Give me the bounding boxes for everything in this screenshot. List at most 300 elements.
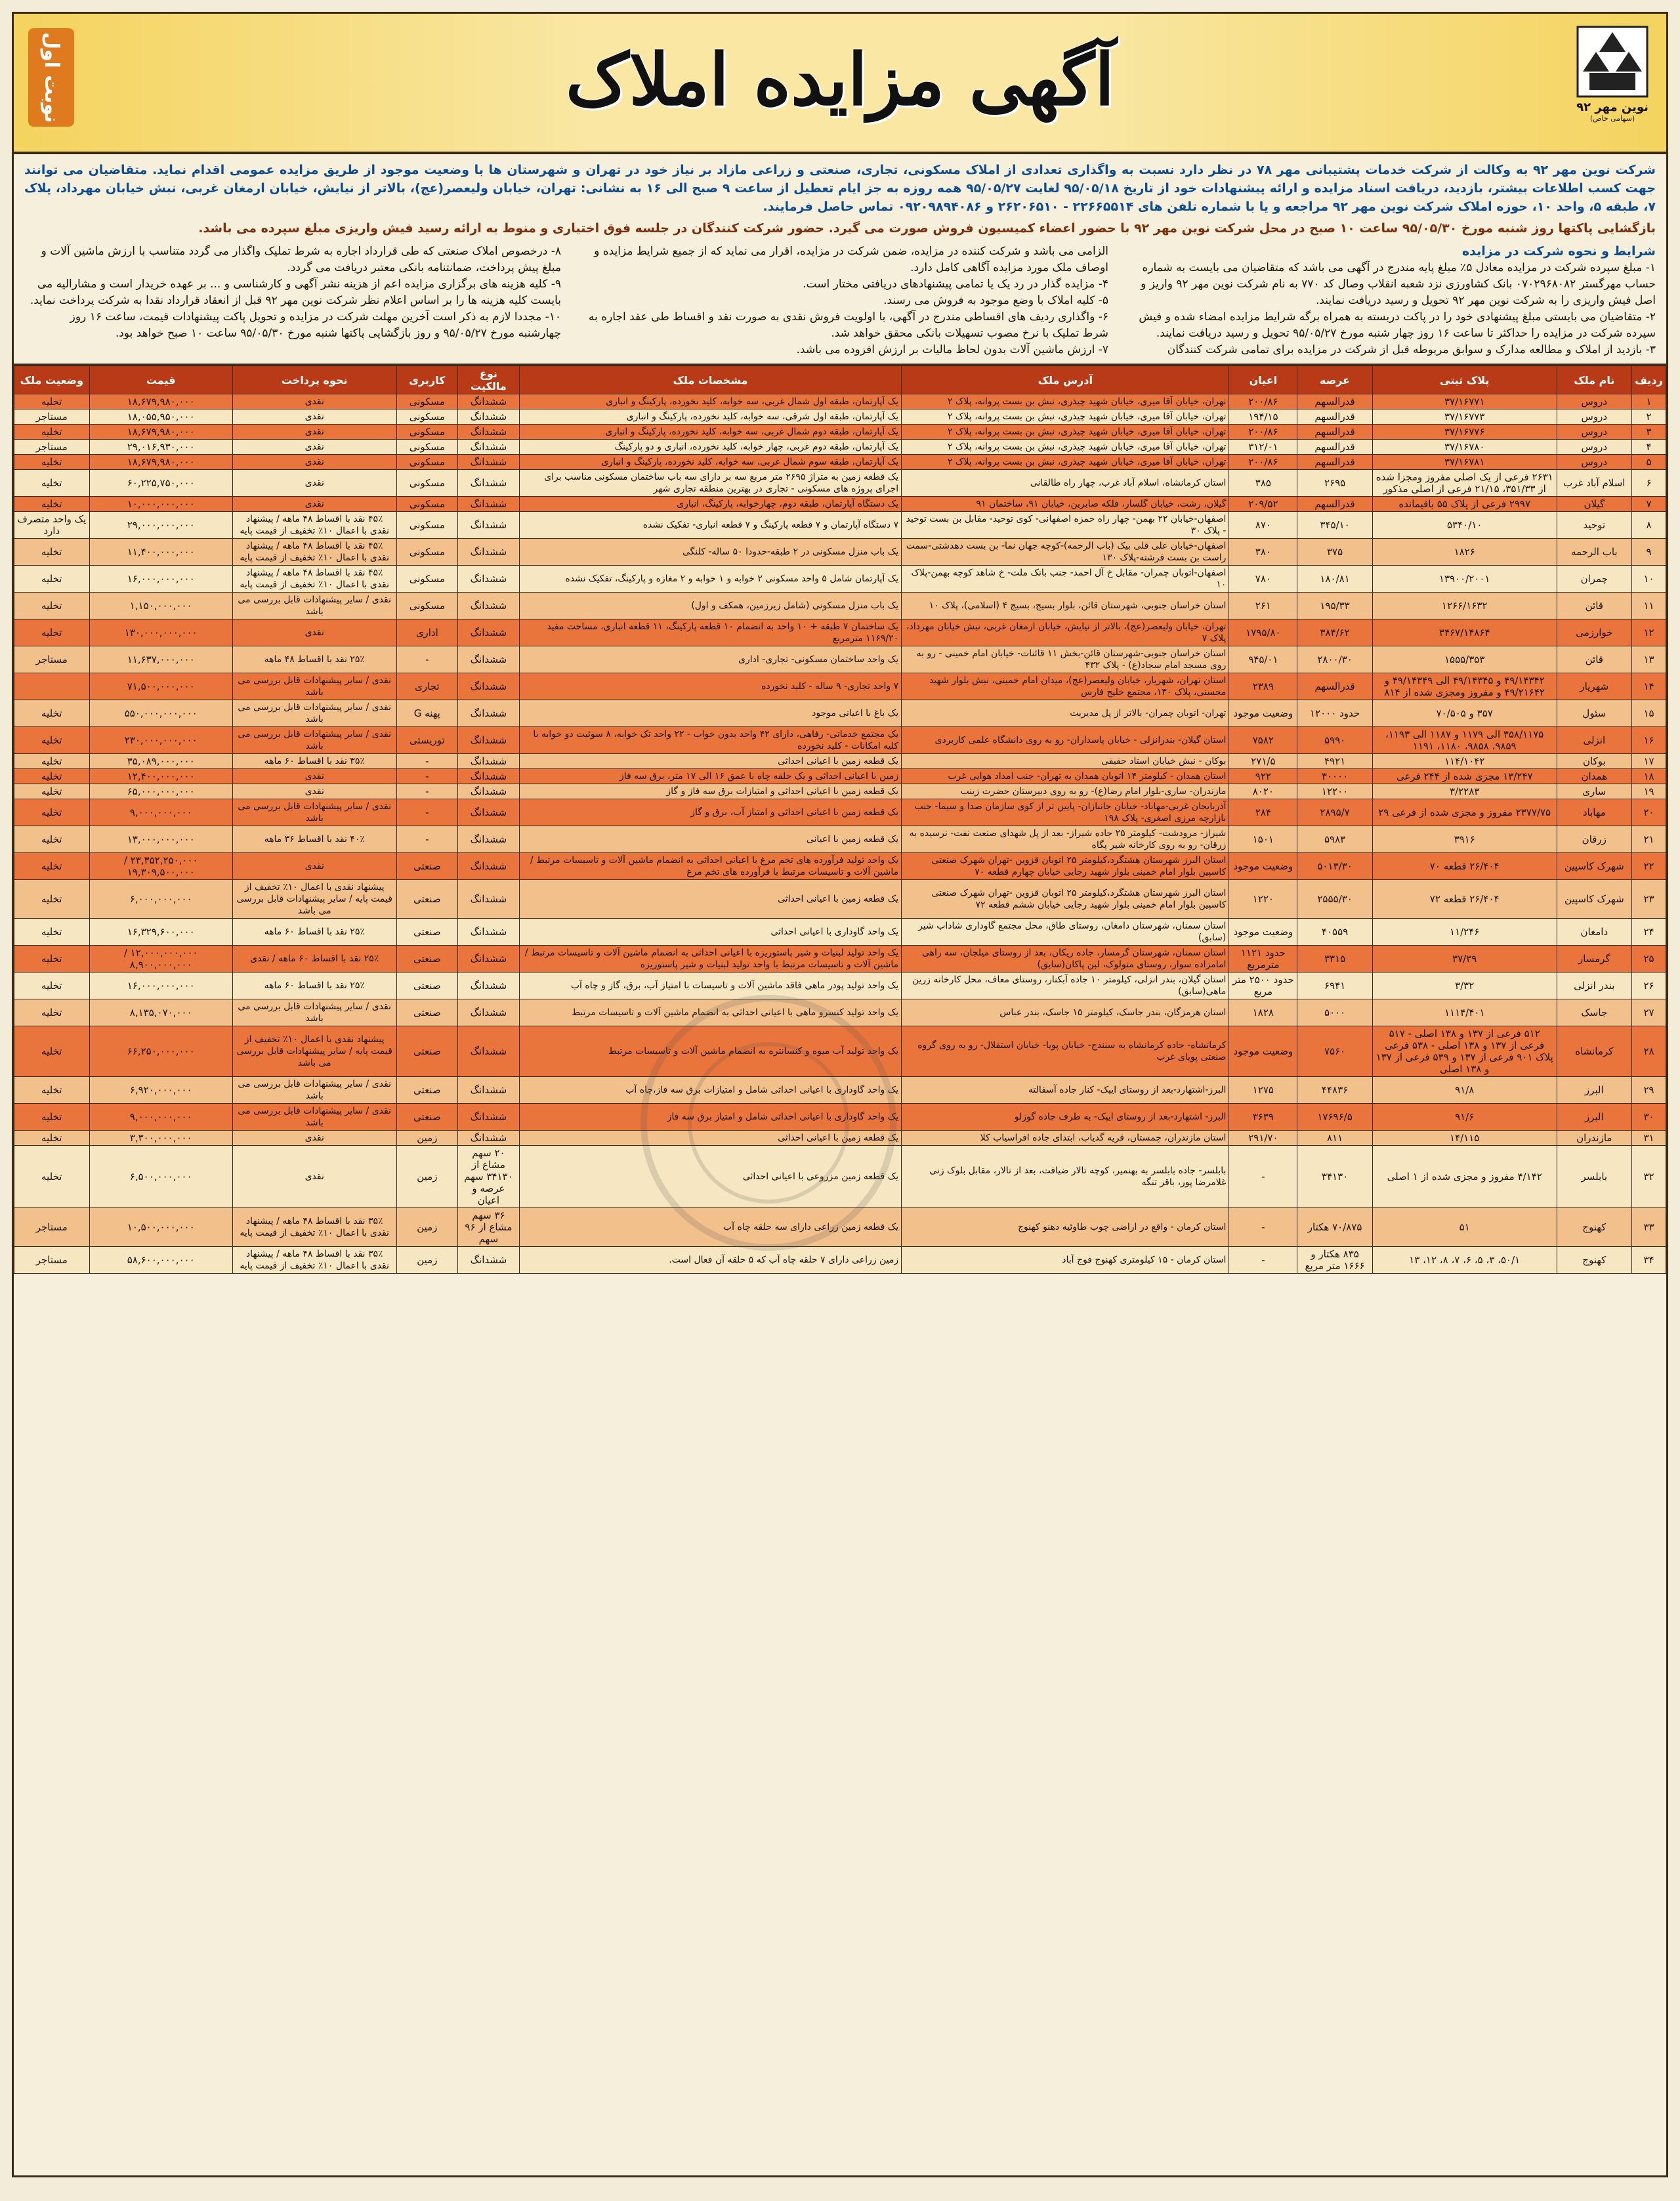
cell-no: ۳۲	[1632, 1146, 1666, 1208]
cell-plak: ۳۷/۱۶۷۷۶	[1372, 425, 1557, 440]
cell-desc: یک قطعه زمین با اعیانی احداثی	[519, 1131, 901, 1146]
cell-name: مازندران	[1557, 1131, 1631, 1146]
cell-name: شهرک کاسپین	[1557, 880, 1631, 919]
cell-ayan: ۹۴۵/۰۱	[1229, 646, 1297, 673]
cell-ayan: -	[1229, 1146, 1297, 1208]
cell-desc: زمین با اعیانی احداثی و یک حلقه چاه با عمق ۱۶ الی ۱۷ متر، برق سه فاز	[519, 769, 901, 784]
cell-name: قائن	[1557, 646, 1631, 673]
cell-price: ۱۱,۶۳۷,۰۰۰,۰۰۰	[89, 646, 232, 673]
cell-desc: یک قطعه زمین به متراژ ۲۶۹۵ متر مربع سه بر دارای سه باب ساختمان مسکونی مناسب برای اجرای پروژه های مسکونی - تجاری در بهترین منطقه تجاری شهر	[519, 470, 901, 497]
cell-own: ششدانگ	[458, 1104, 520, 1131]
cell-status: تخلیه	[14, 769, 90, 784]
cell-plak: ۳۹۱۶	[1372, 826, 1557, 853]
column-header: نوع مالکیت	[458, 366, 520, 394]
cell-use: صنعتی	[396, 973, 458, 999]
table-row	[14, 1131, 1666, 1146]
cell-pay: نقدی	[232, 619, 396, 646]
cell-status: تخلیه	[14, 1104, 90, 1131]
cell-name: دروس	[1557, 394, 1631, 409]
cell-desc: یک قطعه زمین با اعیانی احداثی	[519, 754, 901, 769]
cell-arse: ۲۸۹۵/۷	[1297, 799, 1372, 826]
table-row	[14, 394, 1666, 409]
cell-pay: ۳۵٪ نقد با اقساط ۴۸ ماهه / پیشنهاد نقدی با اعمال ۱۰٪ تخفیف از قیمت پایه	[232, 1247, 396, 1274]
ad-title: آگهی مزایده املاک	[565, 39, 1115, 121]
cell-desc: ۷ واحد تجاری- ۹ ساله - کلید نخورده	[519, 673, 901, 700]
cell-use: صنعتی	[396, 919, 458, 946]
cell-addr: استان کرمان - ۱۵ کیلومتری کهنوج فوج آباد	[902, 1247, 1229, 1274]
cell-own: ششدانگ	[458, 973, 520, 999]
condition-item: ۹- کلیه هزینه های برگزاری مزایده اعم از هزینه نشر آگهی و کارشناسی و ... بر عهده خریدار است و مشارالیه می بایست کلیه هزینه ها را بر اساس اعلام نظر شرکت نوین مهر ۹۲ قبل از انعقاد قرارداد نقدا به شرکت پرداخت نماید.	[30, 278, 561, 307]
cell-price: ۶,۹۲۰,۰۰۰,۰۰۰	[89, 1077, 232, 1104]
cell-own: ششدانگ	[458, 497, 520, 512]
cell-pay: نقدی	[232, 470, 396, 497]
cell-pay: نقدی	[232, 853, 396, 880]
cell-pay: نقدی	[232, 1146, 396, 1208]
cell-use: صنعتی	[396, 1104, 458, 1131]
cell-use: صنعتی	[396, 1026, 458, 1077]
cell-no: ۹	[1632, 539, 1666, 566]
cell-desc: یک واحد گاوداری با اعیانی احداثی	[519, 919, 901, 946]
cell-own: ششدانگ	[458, 673, 520, 700]
cell-status: تخلیه	[14, 1077, 90, 1104]
table-row	[14, 566, 1666, 593]
cell-ayan: وضعیت موجود	[1229, 1026, 1297, 1077]
cell-ayan: ۳۶۳۹	[1229, 1104, 1297, 1131]
cell-plak: ۵۳۴۰/۱۰	[1372, 512, 1557, 539]
cell-status: تخلیه	[14, 497, 90, 512]
cell-own: ششدانگ	[458, 539, 520, 566]
cell-price: ۱۶,۳۲۹,۶۰۰,۰۰۰	[89, 919, 232, 946]
conditions-column-1	[1119, 243, 1656, 358]
cell-addr: تهران، خیابان آقا میری، خیابان شهید چیذری، نبش بن بست پروانه، پلاک ۲	[902, 440, 1229, 455]
cell-ayan: ۷۸۰	[1229, 566, 1297, 593]
cell-addr: استان مازندران، چمستان، قریه گدیاب، ابتدای جاده افراسیاب کلا	[902, 1131, 1229, 1146]
cell-use: -	[396, 784, 458, 799]
cell-price: ۶,۵۰۰,۰۰۰,۰۰۰	[89, 1146, 232, 1208]
cell-own: ششدانگ	[458, 646, 520, 673]
cell-no: ۲۰	[1632, 799, 1666, 826]
cell-desc: یک واحد گاوداری با اعیانی احداثی شامل و امتیازات برق سه فاز،چاه آب	[519, 1077, 901, 1104]
cell-use: مسکونی	[396, 394, 458, 409]
cell-desc: یک قطعه زمین با اعیانی احداثی و امتیاز آب، برق و گاز	[519, 799, 901, 826]
cell-arse: ۲۶۹۵	[1297, 470, 1372, 497]
cell-pay: ۴۵٪ نقد با اقساط ۴۸ ماهه / پیشنهاد نقدی با اعمال ۱۰٪ تخفیف از قیمت پایه	[232, 566, 396, 593]
cell-addr: استان کرمان - واقع در اراضی چوب طاوئیه دهنو کهنوج	[902, 1208, 1229, 1247]
cell-ayan: ۳۸۵	[1229, 470, 1297, 497]
cell-desc: یک آپارتمان، طبقه اول شرقی، سه خوابه، کلید نخورده، پارکینگ و انباری	[519, 409, 901, 425]
table-row	[14, 853, 1666, 880]
intro-paragraph: شرکت نوین مهر ۹۲ به وکالت از شرکت خدمات پشتیبانی مهر ۷۸ در نظر دارد نسبت به واگذاری تعدادی از املاک مسکونی، تجاری، صنعتی و زراعی مازاد بر نیاز خود در تهران و شهرستان ها با وضعیت موجود از طریق مزایده عمومی اقدام نماید. متقاضیان می توانند جهت کسب اطلاعات بیشتر، بازدید، دریافت اسناد مزایده و ارائه پیشنهادات خود از تاریخ ۹۵/۰۵/۱۸ لغایت ۹۵/۰۵/۲۷ همه روزه به جز ایام تعطیل از ساعت ۹ صبح الی ۱۶ به نشانی: تهران، خیابان ولیعصر(عج)، بالاتر از نیایش، خیابان ارمغان غربی، نبش خیابان مهرداد، پلاک ۷، طبقه ۵، واحد ۱۰، حوزه املاک شرکت نوین مهر ۹۲ مراجعه و یا با شماره تلفن های ۲۲۶۶۵۵۱۴ - ۲۶۲۰۶۵۱۰ و ۰۹۲۰۹۸۹۴۰۸۶ تماس حاصل فرمایند.	[24, 163, 1656, 214]
table-row	[14, 619, 1666, 646]
cell-own: ششدانگ	[458, 470, 520, 497]
auction-ad-page	[12, 12, 1668, 2177]
cell-use: زمین	[396, 1247, 458, 1274]
cell-plak: ۲۶/۴۰۴ قطعه ۷۲	[1372, 880, 1557, 919]
cell-ayan: ۲۰۰/۸۶	[1229, 455, 1297, 470]
table-row	[14, 973, 1666, 999]
cell-arse: قدرالسهم	[1297, 394, 1372, 409]
cell-plak: ۲۶/۴۰۴ قطعه ۷۰	[1372, 853, 1557, 880]
table-row	[14, 880, 1666, 919]
cell-ayan: -	[1229, 1247, 1297, 1274]
cell-name: کرمانشاه	[1557, 1026, 1631, 1077]
cell-arse: ۳۴۱۳۰	[1297, 1146, 1372, 1208]
cell-ayan: ۸۰۲۰	[1229, 784, 1297, 799]
cell-no: ۳۳	[1632, 1208, 1666, 1247]
cell-ayan: ۷۵۸۲	[1229, 727, 1297, 754]
cell-ayan: وضعیت موجود	[1229, 700, 1297, 727]
cell-arse: قدرالسهم	[1297, 409, 1372, 425]
cell-addr: استان تهران، شهریار، خیابان ولیعصر(عج)، میدان امام خمینی، نبش بلوار شهید محسنی، پلاک ۱۳۰، مجتمع خلیج فارس	[902, 673, 1229, 700]
cell-desc: یک قطعه زمین با اعیانی احداثی	[519, 880, 901, 919]
cell-addr: اصفهان-اتوبان چمران- مقابل خ آل احمد- جنب بانک ملت- خ شاهد کوچه بهمن-پلاک ۱۰	[902, 566, 1229, 593]
cell-use: -	[396, 826, 458, 853]
table-row	[14, 425, 1666, 440]
cell-own: ۳۶ سهم مشاع از ۹۶ سهم	[458, 1208, 520, 1247]
table-row	[14, 754, 1666, 769]
cell-price: ۷۱,۵۰۰,۰۰۰,۰۰۰	[89, 673, 232, 700]
table-row	[14, 409, 1666, 425]
cell-desc: یک آپارتمان شامل ۵ واحد مسکونی ۲ خوابه و ۱ خوابه و ۲ مغازه و پارکینگ، تفکیک نشده	[519, 566, 901, 593]
cell-arse: ۳۸۴/۶۲	[1297, 619, 1372, 646]
cell-arse: ۳۰۰۰۰	[1297, 769, 1372, 784]
cell-name: شهرک کاسپین	[1557, 853, 1631, 880]
cell-addr: استان البرز شهرستان هشتگرد،کیلومتر ۲۵ اتوبان قزوین -تهران شهرک صنعتی کاسپین بلوار امام خمینی بلوار شهید رجایی خیابان ششم قطعه ۷۲	[902, 880, 1229, 919]
cell-addr: تهران، خیابان آقا میری، خیابان شهید چیذری، نبش بن بست پروانه، پلاک ۲	[902, 425, 1229, 440]
cell-own: ششدانگ	[458, 1247, 520, 1274]
cell-name: اسلام آباد غرب	[1557, 470, 1631, 497]
cell-own: ششدانگ	[458, 727, 520, 754]
cell-desc: ۷ دستگاه آپارتمان و ۷ قطعه پارکینگ و ۷ قطعه انباری- تفکیک نشده	[519, 512, 901, 539]
cell-no: ۱۳	[1632, 646, 1666, 673]
cell-status: تخلیه	[14, 593, 90, 619]
cell-own: ششدانگ	[458, 826, 520, 853]
cell-own: ششدانگ	[458, 754, 520, 769]
cell-use: زمین	[396, 1131, 458, 1146]
column-header: آدرس ملک	[902, 366, 1229, 394]
cell-price: ۶,۰۰۰,۰۰۰,۰۰۰	[89, 880, 232, 919]
cell-arse: ۶۹۴۱	[1297, 973, 1372, 999]
condition-item: ۷- ارزش ماشین آلات بدون لحاظ مالیات بر ارزش افزوده می باشد.	[796, 343, 1108, 356]
cell-addr: استان خراسان جنوبی-شهرستان قائن-بخش ۱۱ قائنات- خیابان امام خمینی - رو به روی مسجد امام سجاد(ع) - پلاک ۴۳۲	[902, 646, 1229, 673]
cell-use: مسکونی	[396, 566, 458, 593]
cell-status: تخلیه	[14, 880, 90, 919]
cell-price: ۱,۱۵۰,۰۰۰,۰۰۰	[89, 593, 232, 619]
cell-name: جاسک	[1557, 999, 1631, 1026]
cell-own: ششدانگ	[458, 880, 520, 919]
column-header: اعیان	[1229, 366, 1297, 394]
column-header: عرصه	[1297, 366, 1372, 394]
cell-name: مهاباد	[1557, 799, 1631, 826]
cell-plak: ۱۱/۲۴۶	[1372, 919, 1557, 946]
cell-no: ۸	[1632, 512, 1666, 539]
cell-own: ششدانگ	[458, 784, 520, 799]
condition-item: الزامی می باشد و شرکت کننده در مزایده، ضمن شرکت در مزایده، اقرار می نماید که از جمیع شرایط مزایده و اوصاف ملک مورد مزایده آگاهی کامل دارد.	[594, 245, 1108, 274]
cell-price: ۱۸,۶۷۹,۹۸۰,۰۰۰	[89, 425, 232, 440]
cell-ayan: ۲۰۹/۵۲	[1229, 497, 1297, 512]
cell-no: ۱۶	[1632, 727, 1666, 754]
cell-plak: ۵۱۲ فرعی از ۱۳۷ و ۱۳۸ اصلی - ۵۱۷ فرعی از ۱۳۷ و ۱۳۸ اصلی - ۵۳۸ فرعی پلاک ۹۰۱ فرعی از ۱۳۷ و ۵۳۹ فرعی از ۱۳۷ و ۱۳۸ اصلی	[1372, 1026, 1557, 1077]
cell-plak: ۵۰/۱، ۳، ۵، ۶، ۷، ۸، ۱۲، ۱۳	[1372, 1247, 1557, 1274]
cell-status: تخلیه	[14, 727, 90, 754]
cell-addr: تهران، خیابان آقا میری، خیابان شهید چیذری، نبش بن بست پروانه، پلاک ۲	[902, 409, 1229, 425]
cell-own: ۲۰ سهم مشاع از ۳۴۱۳۰ سهم عرصه و اعیان	[458, 1146, 520, 1208]
cell-no: ۱۰	[1632, 566, 1666, 593]
cell-name: دامغان	[1557, 919, 1631, 946]
cell-plak: ۹۱/۸	[1372, 1077, 1557, 1104]
cell-desc: یک قطعه زمین با اعیانی	[519, 826, 901, 853]
column-header: وضعیت ملک	[14, 366, 90, 394]
cell-plak: ۱۲۶۶/۱۶۳۲	[1372, 593, 1557, 619]
conditions-section	[14, 241, 1666, 366]
cell-name: کهنوج	[1557, 1208, 1631, 1247]
cell-addr: استان سمنان، شهرستان گرمسار، جاده ریکان، بعد از روستای میلجان، سه راهی امامزاده سوار، روستای متولوک، لبن پاکان(سابق)	[902, 946, 1229, 973]
cell-name: گرمسار	[1557, 946, 1631, 973]
cell-no: ۲۵	[1632, 946, 1666, 973]
cell-pay: پیشنهاد نقدی با اعمال ۱۰٪ تخفیف از قیمت پایه / سایر پیشنهادات قابل بررسی می باشد	[232, 880, 396, 919]
cell-status: تخلیه	[14, 455, 90, 470]
cell-plak: ۳۵۷ و ۷۰/۵۰۵	[1372, 700, 1557, 727]
cell-use: -	[396, 646, 458, 673]
cell-addr: اصفهان-خیابان ۲۲ بهمن- چهار راه حمزه اصفهانی- کوی توحید- مقابل بن بست توحید - پلاک ۳۰	[902, 512, 1229, 539]
cell-plak: ۳۷/۱۶۷۸۱	[1372, 455, 1557, 470]
cell-pay: پیشنهاد نقدی با اعمال ۱۰٪ تخفیف از قیمت پایه / سایر پیشنهادات قابل بررسی می باشد	[232, 1026, 396, 1077]
cell-no: ۲۸	[1632, 1026, 1666, 1077]
cell-price: ۵۸,۶۰۰,۰۰۰,۰۰۰	[89, 1247, 232, 1274]
cell-plak: ۲۶۳۱ فرعی از یک اصلی مفروز ومجزا شده از ۳۵۱/۳۳، ۲۱/۱۵ فرعی از اصلی مذکور	[1372, 470, 1557, 497]
cell-price: ۶۰,۲۲۵,۷۵۰,۰۰۰	[89, 470, 232, 497]
table-row	[14, 673, 1666, 700]
column-header: نام ملک	[1557, 366, 1631, 394]
cell-pay: نقدی	[232, 394, 396, 409]
cell-desc: یک قطعه زمین با اعیانی احداثی و امتیازات برق سه فاز و گاز	[519, 784, 901, 799]
cell-plak: ۲۳۷۷/۷۵ مفروز و مجزی شده از فرعی ۲۹	[1372, 799, 1557, 826]
cell-no: ۱۲	[1632, 619, 1666, 646]
cell-ayan: ۲۰۰/۸۶	[1229, 394, 1297, 409]
cell-own: ششدانگ	[458, 1026, 520, 1077]
opening-notice: بازگشایی پاکتها روز شنبه مورخ ۹۵/۰۵/۳۰ ساعت ۱۰ صبح در محل شرکت نوین مهر ۹۲ با حضور اعضاء کمیسیون فروش صورت می گیرد. حضور شرکت کنندگان در جلسه فوق اختیاری و منوط به ارائه رسید فیش واریزی مبلغ سپرده می باشد.	[198, 221, 1656, 236]
cell-use: زمین	[396, 1146, 458, 1208]
cell-price: ۱۰,۰۰۰,۰۰۰,۰۰۰	[89, 497, 232, 512]
cell-use: مسکونی	[396, 425, 458, 440]
condition-item: ۶- واگذاری ردیف های اقساطی مندرج در آگهی، با اولویت فروش نقدی به صورت نقد و اقساط طی عقد اجاره به شرط تملیک با نرخ مصوب تسهیلات بانکی محقق خواهد شد.	[588, 310, 1108, 340]
cell-use: -	[396, 754, 458, 769]
cell-pay: ۴۵٪ نقد با اقساط ۴۸ ماهه / پیشنهاد نقدی با اعمال ۱۰٪ تخفیف از قیمت پایه	[232, 539, 396, 566]
cell-pay: نقدی / سایر پیشنهادات قابل بررسی می باشد	[232, 1104, 396, 1131]
cell-use: مسکونی	[396, 440, 458, 455]
cell-no: ۲۲	[1632, 853, 1666, 880]
cell-status: تخلیه	[14, 619, 90, 646]
cell-own: ششدانگ	[458, 455, 520, 470]
cell-pay: نقدی	[232, 425, 396, 440]
conditions-title: شرایط و نحوه شرکت در مزایده	[1461, 244, 1656, 259]
cell-use: مسکونی	[396, 455, 458, 470]
cell-arse: قدرالسهم	[1297, 497, 1372, 512]
cell-no: ۱۵	[1632, 700, 1666, 727]
cell-own: ششدانگ	[458, 700, 520, 727]
cell-ayan: ۲۰۰/۸۶	[1229, 425, 1297, 440]
condition-item: ۵- کلیه املاک با وضع موجود به فروش می رسند.	[883, 294, 1108, 307]
cell-status: تخلیه	[14, 539, 90, 566]
cell-price: ۲۹,۰۰۰,۰۰۰,۰۰۰	[89, 512, 232, 539]
cell-ayan: ۱۵۰۱	[1229, 826, 1297, 853]
cell-arse: ۳۷۵	[1297, 539, 1372, 566]
cell-addr: اصفهان-خیابان علی قلی بیک (باب الرحمه)-کوچه جهان نما- بن بست دهدشتی-سمت راست بن بست فرشته-پلاک ۱۳۰	[902, 539, 1229, 566]
cell-desc: یک باب منزل مسکونی (شامل زیرزمین، همکف و اول)	[519, 593, 901, 619]
cell-arse: ۵۹۸۳	[1297, 826, 1372, 853]
cell-pay: نقدی	[232, 1131, 396, 1146]
cell-price: ۸,۱۳۵,۰۷۰,۰۰۰	[89, 999, 232, 1026]
cell-addr: استان خراسان جنوبی، شهرستان قائن، بلوار بسیج، بسیج ۴ (اسلامی)، پلاک ۱۰	[902, 593, 1229, 619]
table-row	[14, 1077, 1666, 1104]
condition-item: ۳- بازدید از املاک و مطالعه مدارک و سوابق مربوطه قبل از شرکت در مزایده برای تمامی شرکت کنندگان	[1167, 343, 1656, 356]
cell-status: تخلیه	[14, 425, 90, 440]
column-header: مشخصات ملک	[519, 366, 901, 394]
cell-arse: ۲۵۵۵/۳۰	[1297, 880, 1372, 919]
cell-own: ششدانگ	[458, 769, 520, 784]
cell-arse: ۳۳۱۵	[1297, 946, 1372, 973]
cell-desc: یک آپارتمان، طبقه دوم شمال غربی، سه خوابه، کلید نخورده، پارکینگ و انباری	[519, 425, 901, 440]
cell-name: توحید	[1557, 512, 1631, 539]
cell-pay: ۳۵٪ نقد با اقساط ۴۸ ماهه / پیشنهاد نقدی با اعمال ۱۰٪ تخفیف از قیمت پایه	[232, 1208, 396, 1247]
cell-status: تخلیه	[14, 784, 90, 799]
cell-use: توریستی	[396, 727, 458, 754]
cell-ayan: -	[1229, 1208, 1297, 1247]
cell-pay: نقدی	[232, 409, 396, 425]
cell-arse: ۵۰۰۰	[1297, 999, 1372, 1026]
cell-no: ۱۱	[1632, 593, 1666, 619]
cell-own: ششدانگ	[458, 1077, 520, 1104]
cell-no: ۲۱	[1632, 826, 1666, 853]
cell-plak: ۳۵۸/۱۱۷۵ الی ۱۱۷۹ و ۱۱۸۷ الی ۱۱۹۳، ۹۸۵۹، ۹۸۵۸، ۱۱۸۰، ۱۱۹۱	[1372, 727, 1557, 754]
cell-no: ۲	[1632, 409, 1666, 425]
cell-own: ششدانگ	[458, 425, 520, 440]
cell-plak: ۵۱	[1372, 1208, 1557, 1247]
cell-name: خوارزمی	[1557, 619, 1631, 646]
cell-no: ۲۷	[1632, 999, 1666, 1026]
table-row	[14, 919, 1666, 946]
cell-desc: یک قطعه زمین زراعی دارای سه حلقه چاه آب	[519, 1208, 901, 1247]
cell-status: مستاجر	[14, 409, 90, 425]
cell-use: صنعتی	[396, 999, 458, 1026]
conditions-column-2	[572, 243, 1108, 358]
cell-status	[14, 673, 90, 700]
cell-desc: یک واحد تولید کنسرو ماهی با اعیانی احداثی به انضمام ماشین آلات و تاسیسات مرتبط	[519, 999, 901, 1026]
cell-addr: تهران، خیابان آقا میری، خیابان شهید چیذری، نبش بن بست پروانه، پلاک ۲	[902, 394, 1229, 409]
cell-ayan: ۱۲۲۰	[1229, 880, 1297, 919]
cell-status: تخلیه	[14, 946, 90, 973]
cell-plak: ۱۱۱۴/۴۰۱	[1372, 999, 1557, 1026]
cell-desc: یک مجتمع خدماتی- رفاهی، دارای ۴۲ واحد بدون خواب - ۲۲ واحد تک خوابه، ۸ سوئیت دو خوابه با کلیه امکانات - کلید نخورده	[519, 727, 901, 754]
cell-own: ششدانگ	[458, 512, 520, 539]
cell-ayan: ۱۲۷۵	[1229, 1077, 1297, 1104]
cell-addr: البرز-اشتهارد-بعد از روستای ایپک- کنار جاده آسفالته	[902, 1077, 1229, 1104]
cell-plak: ۲۹۹۷ فرعی از پلاک ۵۵ باقیمانده	[1372, 497, 1557, 512]
cell-name: انزلی	[1557, 727, 1631, 754]
cell-status: تخلیه	[14, 826, 90, 853]
cell-no: ۵	[1632, 455, 1666, 470]
cell-status: تخلیه	[14, 754, 90, 769]
column-header: کاربری	[396, 366, 458, 394]
cell-name: دروس	[1557, 440, 1631, 455]
cell-plak: ۳/۳۲	[1372, 973, 1557, 999]
cell-ayan: ۳۸۰	[1229, 539, 1297, 566]
cell-use: مسکونی	[396, 593, 458, 619]
cell-plak: ۱۱۴/۱۰۴۲	[1372, 754, 1557, 769]
cell-price: ۱۸,۶۷۹,۹۸۰,۰۰۰	[89, 394, 232, 409]
cell-price: ۶۶,۲۵۰,۰۰۰,۰۰۰	[89, 1026, 232, 1077]
cell-ayan: حدود ۲۵۰۰ متر مربع	[1229, 973, 1297, 999]
cell-addr: شیراز- مرودشت- کیلومتر ۲۵ جاده شیراز- بعد از پل شهدای صنعت نفت- نرسیده به زرقان- رو به روی کارخانه شیر پگاه	[902, 826, 1229, 853]
cell-addr: مازندران- ساری-بلوار امام رضا(ع)- رو به روی دبیرستان حضرت زینب	[902, 784, 1229, 799]
cell-plak: ۱۸۲۶	[1372, 539, 1557, 566]
table-row	[14, 1026, 1666, 1077]
cell-plak: ۳۷/۳۹	[1372, 946, 1557, 973]
cell-use: زمین	[396, 1208, 458, 1247]
cell-arse: حدود ۱۲۰۰۰	[1297, 700, 1372, 727]
column-header: ردیف	[1632, 366, 1666, 394]
cell-use: مسکونی	[396, 470, 458, 497]
cell-status: تخلیه	[14, 853, 90, 880]
cell-arse: ۷۵۶۰	[1297, 1026, 1372, 1077]
cell-no: ۳۰	[1632, 1104, 1666, 1131]
cell-addr: تهران، خیابان آقا میری، خیابان شهید چیذری، نبش بن بست پروانه، پلاک ۲	[902, 455, 1229, 470]
table-body	[14, 394, 1666, 1274]
cell-price: ۲۳,۳۵۲,۲۵۰,۰۰۰ / ۱۹,۳۰۹,۵۰۰,۰۰۰	[89, 853, 232, 880]
cell-pay: نقدی / سایر پیشنهادات قابل بررسی می باشد	[232, 799, 396, 826]
table-row	[14, 1146, 1666, 1208]
cell-desc: یک واحد تولید لبنیات و شیر پاستوریزه با اعیانی احداثی به انضمام ماشین آلات و تاسیسات مرتبط / ماشین آلات و تاسیسات مرتبط با واحد تولید لبنیات و شیر پاستوریزه	[519, 946, 901, 973]
cell-use: صنعتی	[396, 853, 458, 880]
cell-price: ۶۵,۰۰۰,۰۰۰,۰۰۰	[89, 784, 232, 799]
cell-status: تخلیه	[14, 700, 90, 727]
cell-addr: استان کرمانشاه، اسلام آباد غرب، چهار راه طالقانی	[902, 470, 1229, 497]
cell-plak: ۳/۲۲۸۳	[1372, 784, 1557, 799]
ad-header	[14, 14, 1666, 154]
cell-name: قائن	[1557, 593, 1631, 619]
cell-use: اداری	[396, 619, 458, 646]
cell-desc: یک واحد تولید پودر ماهی فاقد ماشین آلات و تاسیسات با امتیاز آب، برق، گاز و چاه آب	[519, 973, 901, 999]
cell-status: تخلیه	[14, 566, 90, 593]
condition-item: ۲- متقاضیان می بایستی مبلغ پیشنهادی خود را در پاکت دربسته به همراه برگه شرایط مزایده امضاء شده و فیش سپرده شرکت در مزایده را حداکثر تا ساعت ۱۶ روز چهار شنبه مورخ ۹۵/۰۵/۲۷ تحویل و رسید دریافت نمایند.	[1139, 310, 1656, 340]
logo-name: نوین مهر ۹۲	[1576, 100, 1648, 114]
cell-name: کهنوج	[1557, 1247, 1631, 1274]
cell-arse: ۵۹۹۰	[1297, 727, 1372, 754]
cell-price: ۳,۳۰۰,۰۰۰,۰۰۰	[89, 1131, 232, 1146]
round-badge: نوبت اول	[28, 28, 74, 127]
column-header: قیمت	[89, 366, 232, 394]
cell-desc: یک واحد ساختمان مسکونی- تجاری- اداری	[519, 646, 901, 673]
cell-price: ۱۸,۶۷۹,۹۸۰,۰۰۰	[89, 455, 232, 470]
cell-status: تخلیه	[14, 919, 90, 946]
cell-pay: ۲۵٪ نقد با اقساط ۶۰ ماهه	[232, 973, 396, 999]
cell-ayan: حدود ۱۱۲۱ مترمربع	[1229, 946, 1297, 973]
cell-pay: نقدی / سایر پیشنهادات قابل بررسی می باشد	[232, 593, 396, 619]
cell-plak: ۴۹/۱۴۳۴۲ و ۴۹/۱۴۳۴۵ الی ۴۹/۱۴۳۴۹ و ۴۹/۲۱۶۴۲ و مفروز ومجزی شده از ۸۱۴	[1372, 673, 1557, 700]
table-row	[14, 826, 1666, 853]
cell-name: البرز	[1557, 1077, 1631, 1104]
cell-pay: نقدی / سایر پیشنهادات قابل بررسی می باشد	[232, 727, 396, 754]
cell-ayan: ۲۷۱/۵	[1229, 754, 1297, 769]
cell-desc: یک آپارتمان، طبقه دوم غربی، چهار خوابه، کلید نخورده، انباری و دو پارکینگ	[519, 440, 901, 455]
cell-arse: ۲۸۰۰/۳۰	[1297, 646, 1372, 673]
cell-addr: استان سمنان، شهرستان دامغان، روستای طاق، محل مجتمع گاوداری شاداب شیر (سابق)	[902, 919, 1229, 946]
cell-own: ششدانگ	[458, 1131, 520, 1146]
cell-addr: استان البرز شهرستان هشتگرد،کیلومتر ۲۵ اتوبان قزوین -تهران شهرک صنعتی کاسپین بلوار امام خمینی بلوار شهید رجایی خیابان چهارم قطعه ۷۰	[902, 853, 1229, 880]
cell-plak: ۹۱/۶	[1372, 1104, 1557, 1131]
cell-own: ششدانگ	[458, 946, 520, 973]
cell-use: مسکونی	[396, 497, 458, 512]
